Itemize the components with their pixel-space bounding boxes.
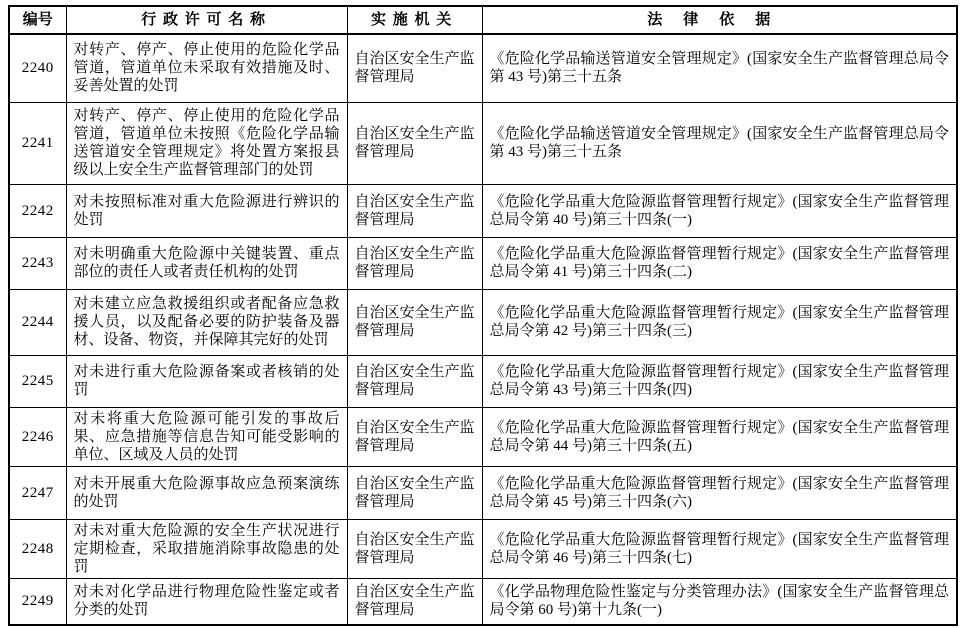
- table-row: [9, 102, 957, 184]
- row-name: 对未对化学品进行物理危险性鉴定或者分类的处罚: [66, 578, 347, 625]
- table-row: [9, 466, 957, 519]
- row-agency: 自治区安全生产监督管理局: [347, 102, 482, 184]
- row-legal: 《危险化学品重大危险源监督管理暂行规定》(国家安全生产监督管理总局令第 40 号)第三十四条(一): [482, 184, 957, 237]
- table-row: [9, 578, 957, 625]
- row-id: 2241: [9, 102, 66, 184]
- row-id: 2245: [9, 355, 66, 407]
- row-legal: 《危险化学品重大危险源监督管理暂行规定》(国家安全生产监督管理总局令第 41 号)第三十四条(二): [482, 237, 957, 289]
- row-agency: 自治区安全生产监督管理局: [347, 466, 482, 519]
- header-legal: 法律依据: [482, 6, 957, 34]
- row-legal: 《危险化学品重大危险源监督管理暂行规定》(国家安全生产监督管理总局令第 46 号)第三十四条(七): [482, 519, 957, 578]
- row-name: 对未建立应急救援组织或者配备应急救援人员，以及配备必要的防护装备及器材、设备、物资，并保障其完好的处罚: [66, 289, 347, 355]
- row-id: 2247: [9, 466, 66, 519]
- row-id: 2246: [9, 407, 66, 466]
- row-agency: 自治区安全生产监督管理局: [347, 407, 482, 466]
- row-agency: 自治区安全生产监督管理局: [347, 237, 482, 289]
- table-row: [9, 237, 957, 289]
- row-agency: 自治区安全生产监督管理局: [347, 34, 482, 102]
- row-legal: 《危险化学品重大危险源监督管理暂行规定》(国家安全生产监督管理总局令第 42 号)第三十四条(三): [482, 289, 957, 355]
- row-id: 2240: [9, 34, 66, 102]
- table-row: [9, 184, 957, 237]
- row-id: 2249: [9, 578, 66, 625]
- row-legal: 《危险化学品重大危险源监督管理暂行规定》(国家安全生产监督管理总局令第 44 号)第三十四条(五): [482, 407, 957, 466]
- row-id: 2242: [9, 184, 66, 237]
- row-legal: 《危险化学品输送管道安全管理规定》(国家安全生产监督管理总局令第 43 号)第三十五条: [482, 34, 957, 102]
- table-row: [9, 355, 957, 407]
- row-legal: 《危险化学品重大危险源监督管理暂行规定》(国家安全生产监督管理总局令第 43 号)第三十四条(四): [482, 355, 957, 407]
- row-id: 2244: [9, 289, 66, 355]
- row-name: 对未进行重大危险源备案或者核销的处罚: [66, 355, 347, 407]
- row-name: 对未按照标准对重大危险源进行辨识的处罚: [66, 184, 347, 237]
- row-name: 对转产、停产、停止使用的危险化学品管道，管道单位未按照《危险化学品输送管道安全管理规定》将处置方案报县级以上安全生产监督管理部门的处罚: [66, 102, 347, 184]
- row-legal: 《危险化学品重大危险源监督管理暂行规定》(国家安全生产监督管理总局令第 45 号)第三十四条(六): [482, 466, 957, 519]
- row-agency: 自治区安全生产监督管理局: [347, 355, 482, 407]
- row-id: 2248: [9, 519, 66, 578]
- row-agency: 自治区安全生产监督管理局: [347, 519, 482, 578]
- header-agency: 实施机关: [347, 6, 482, 34]
- header-name: 行政许可名称: [66, 6, 347, 34]
- table-row: [9, 289, 957, 355]
- row-name: 对未将重大危险源可能引发的事故后果、应急措施等信息告知可能受影响的单位、区域及人员的处罚: [66, 407, 347, 466]
- header-id: 编号: [9, 6, 66, 34]
- row-name: 对转产、停产、停止使用的危险化学品管道，管道单位未采取有效措施及时、妥善处置的处罚: [66, 34, 347, 102]
- row-legal: 《化学品物理危险性鉴定与分类管理办法》(国家安全生产监督管理总局令第 60 号)第十九条(一): [482, 578, 957, 625]
- row-id: 2243: [9, 237, 66, 289]
- row-agency: 自治区安全生产监督管理局: [347, 578, 482, 625]
- table-row: [9, 34, 957, 102]
- row-name: 对未对重大危险源的安全生产状况进行定期检查，采取措施消除事故隐患的处罚: [66, 519, 347, 578]
- row-legal: 《危险化学品输送管道安全管理规定》(国家安全生产监督管理总局令第 43 号)第三十五条: [482, 102, 957, 184]
- row-name: 对未开展重大危险源事故应急预案演练的处罚: [66, 466, 347, 519]
- row-agency: 自治区安全生产监督管理局: [347, 289, 482, 355]
- header-row: [9, 6, 957, 34]
- admin-penalties-table: [8, 5, 958, 626]
- row-name: 对未明确重大危险源中关键装置、重点部位的责任人或者责任机构的处罚: [66, 237, 347, 289]
- row-agency: 自治区安全生产监督管理局: [347, 184, 482, 237]
- table-row: [9, 407, 957, 466]
- table-row: [9, 519, 957, 578]
